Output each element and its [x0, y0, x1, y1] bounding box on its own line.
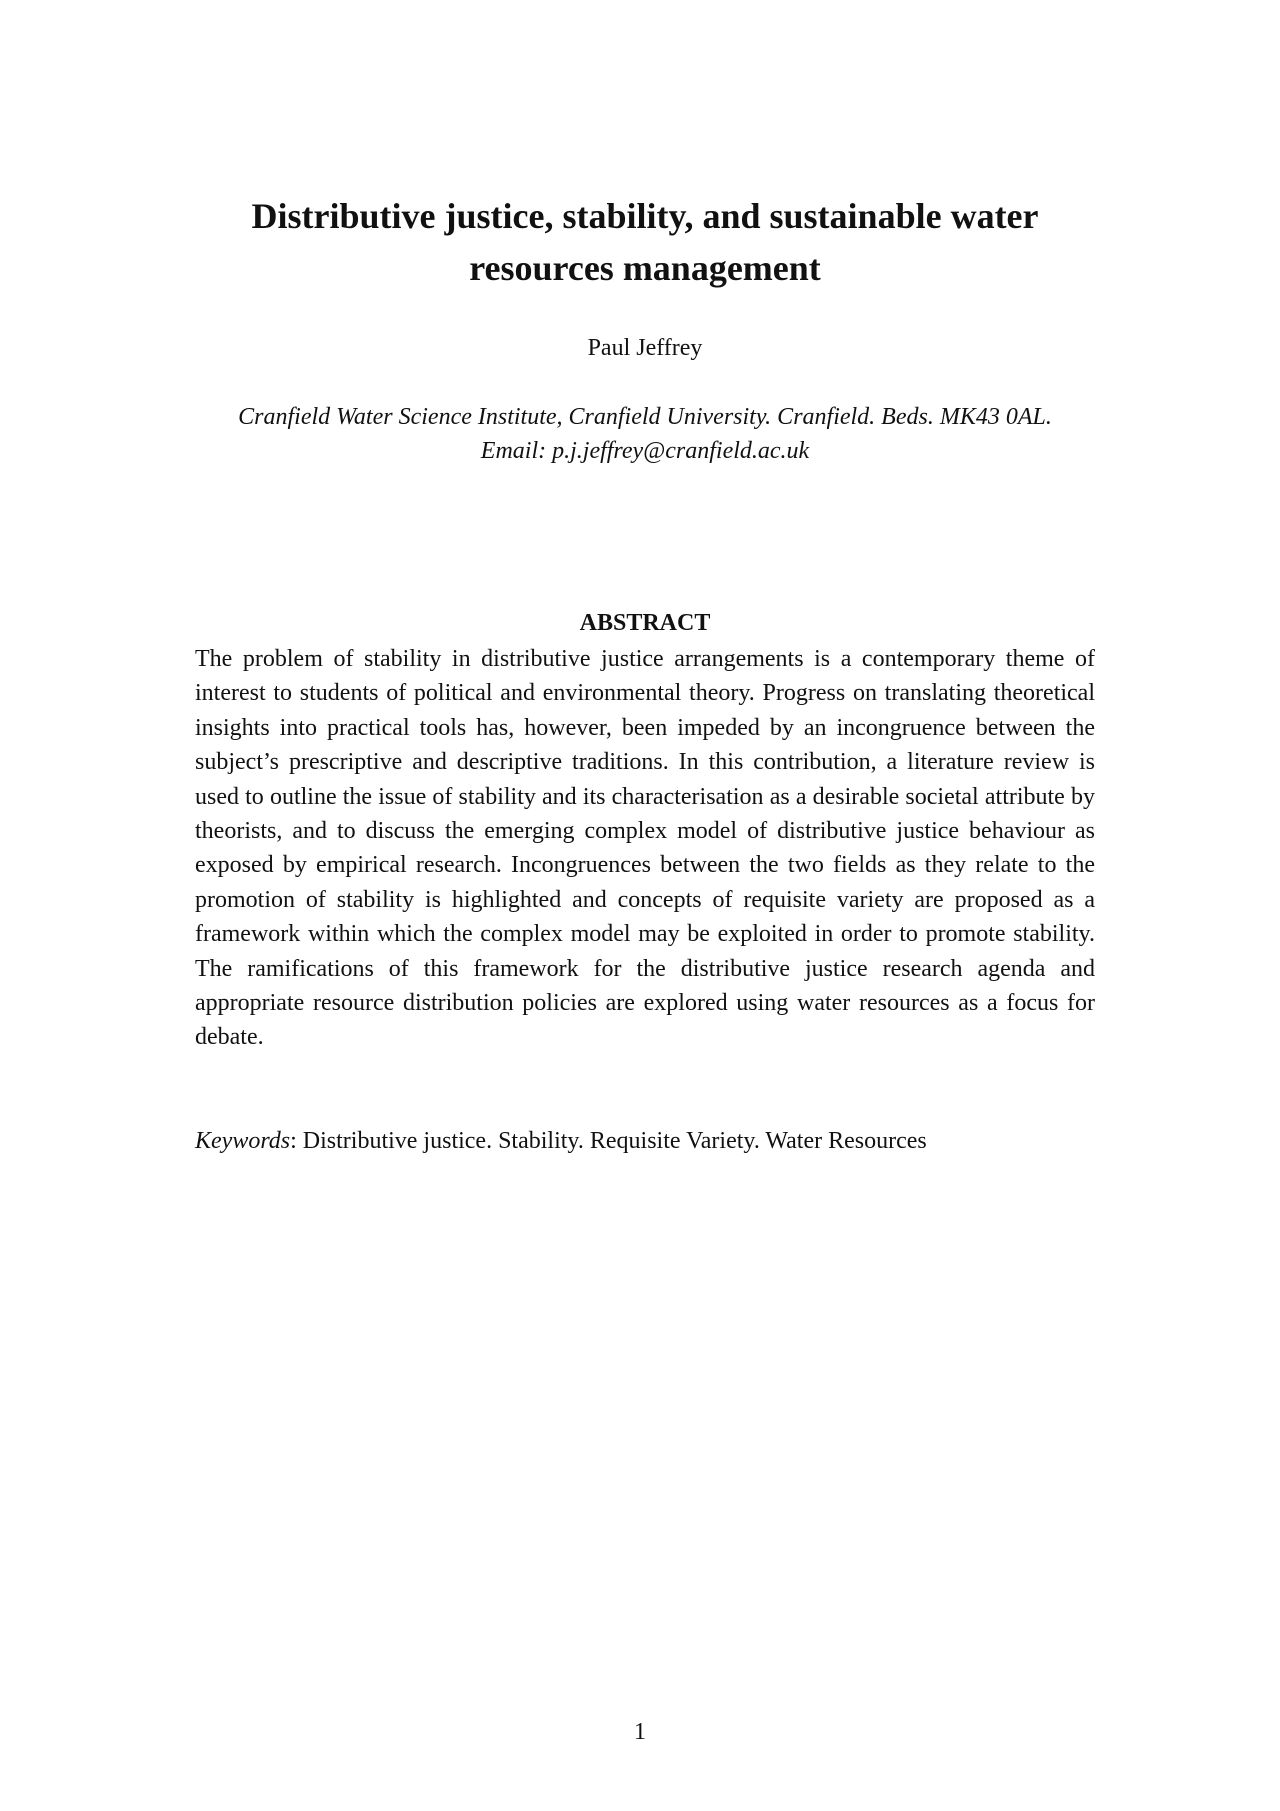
author-affiliation	[150, 400, 1140, 468]
abstract-text: The problem of stability in distributive justice arrangements is a contemporary theme of interest to students of political and environmental theory. Progress on translating theoretical insights into practical tools has, however, been impeded by an incongruence between the subject’s prescriptive and descriptive traditions. In this contribution, a literature review is used to outline the issue of stability and its characterisation as a desirable societal attribute by theorists, and to discuss the emerging complex model of distributive justice behaviour as exposed by empirical research. Incongruences between the two fields as they relate to the promotion of stability is highlighted and concepts of requisite variety are proposed as a framework within which the complex model may be exploited in order to promote stability. The ramifications of this framework for the distributive justice research agenda and appropriate resource distribution policies are explored using water resources as a focus for debate.	[195, 646, 1095, 1051]
abstract-heading: ABSTRACT	[579, 610, 711, 636]
author-name: Paul Jeffrey	[587, 335, 703, 361]
paper-title: Distributive justice, stability, and sustainable water resources management	[251, 196, 1039, 288]
author-email: Email: p.j.jeffrey@cranfield.ac.uk	[480, 438, 810, 464]
page-number: 1	[634, 1719, 646, 1745]
keywords-list: : Distributive justice. Stability. Requisite Variety. Water Resources	[290, 1128, 927, 1154]
keywords-label: Keywords	[195, 1128, 291, 1154]
keywords-line	[195, 1124, 1095, 1158]
affiliation-line: Cranfield Water Science Institute, Cranfield University. Cranfield. Beds. MK43 0AL.	[238, 404, 1052, 430]
